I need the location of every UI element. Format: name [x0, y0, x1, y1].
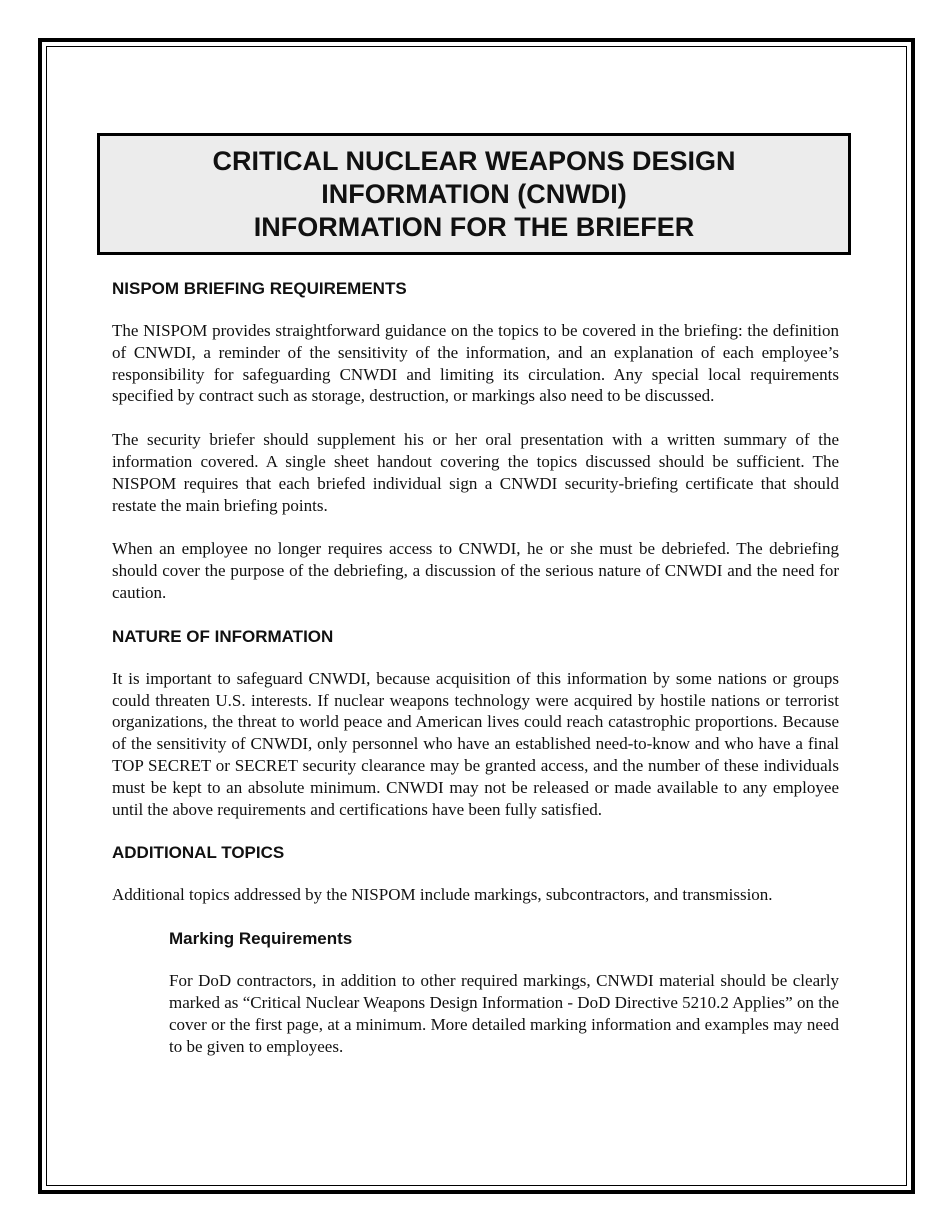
title-line-3: INFORMATION FOR THE BRIEFER	[253, 211, 695, 242]
paragraph-briefing-3: When an employee no longer requires access to CNWDI, he or she must be debriefed. The debriefing should cover the purpose of the debriefing, a discussion of the serious nature of CNWDI and the need for caution.	[112, 539, 839, 602]
section-heading-briefing: NISPOM BRIEFING REQUIREMENTS	[112, 279, 407, 298]
paragraph-additional-1: Additional topics addressed by the NISPOM include markings, subcontractors, and transmission.	[112, 885, 773, 905]
sub-heading-marking: Marking Requirements	[169, 929, 353, 949]
section-heading-nature: NATURE OF INFORMATION	[112, 626, 334, 646]
paragraph-nature-1: It is important to safeguard CNWDI, because acquisition of this information by some nations or groups could threaten U.S. interests. If nuclear weapons technology were acquired by hostile nations or terrorist organizations, the threat to world peace and American lives could reach catastrophic proportions. Because of the sensitivity of CNWDI, only personnel who have an established need-to-know and who have a final TOP SECRET or SECRET security clearance may be granted access, and the number of these individuals must be kept to an absolute minimum. CNWDI may not be released or made available to any employee until the above requirements and certifications have been fully satisfied.	[112, 668, 839, 819]
title-line-1: CRITICAL NUCLEAR WEAPONS DESIGN	[212, 145, 736, 176]
paragraph-briefing-1: The NISPOM provides straightforward guidance on the topics to be covered in the briefing: the definition of CNWDI, a reminder of the sensitivity of the information, and an explanation of each employee’s responsibility for safeguarding CNWDI and limiting its circulation. Any special local requirements specified by contract such as storage, destruction, or markings also need to be discussed.	[112, 321, 839, 406]
section-heading-additional: ADDITIONAL TOPICS	[112, 843, 285, 863]
section-nature-of-information	[112, 626, 839, 821]
document-title-box	[97, 133, 851, 255]
section-additional-topics	[112, 842, 839, 1057]
document-body	[112, 278, 839, 1079]
paragraph-marking-1: For DoD contractors, in addition to other required markings, CNWDI material should be clearly marked as “Critical Nuclear Weapons Design Information - DoD Directive 5210.2 Applies” on the cover or the first page, at a minimum. More detailed marking information and examples may need to be given to employees.	[169, 971, 839, 1056]
section-briefing-requirements	[112, 278, 839, 604]
subsection-marking-requirements	[169, 928, 839, 1057]
title-line-2: INFORMATION (CNWDI)	[321, 178, 627, 209]
paragraph-briefing-2: The security briefer should supplement his or her oral presentation with a written summary of the information covered. A single sheet handout covering the topics discussed should be sufficient. The NISPOM requires that each briefed individual sign a CNWDI security-briefing certificate that should restate the main briefing points.	[112, 430, 839, 515]
